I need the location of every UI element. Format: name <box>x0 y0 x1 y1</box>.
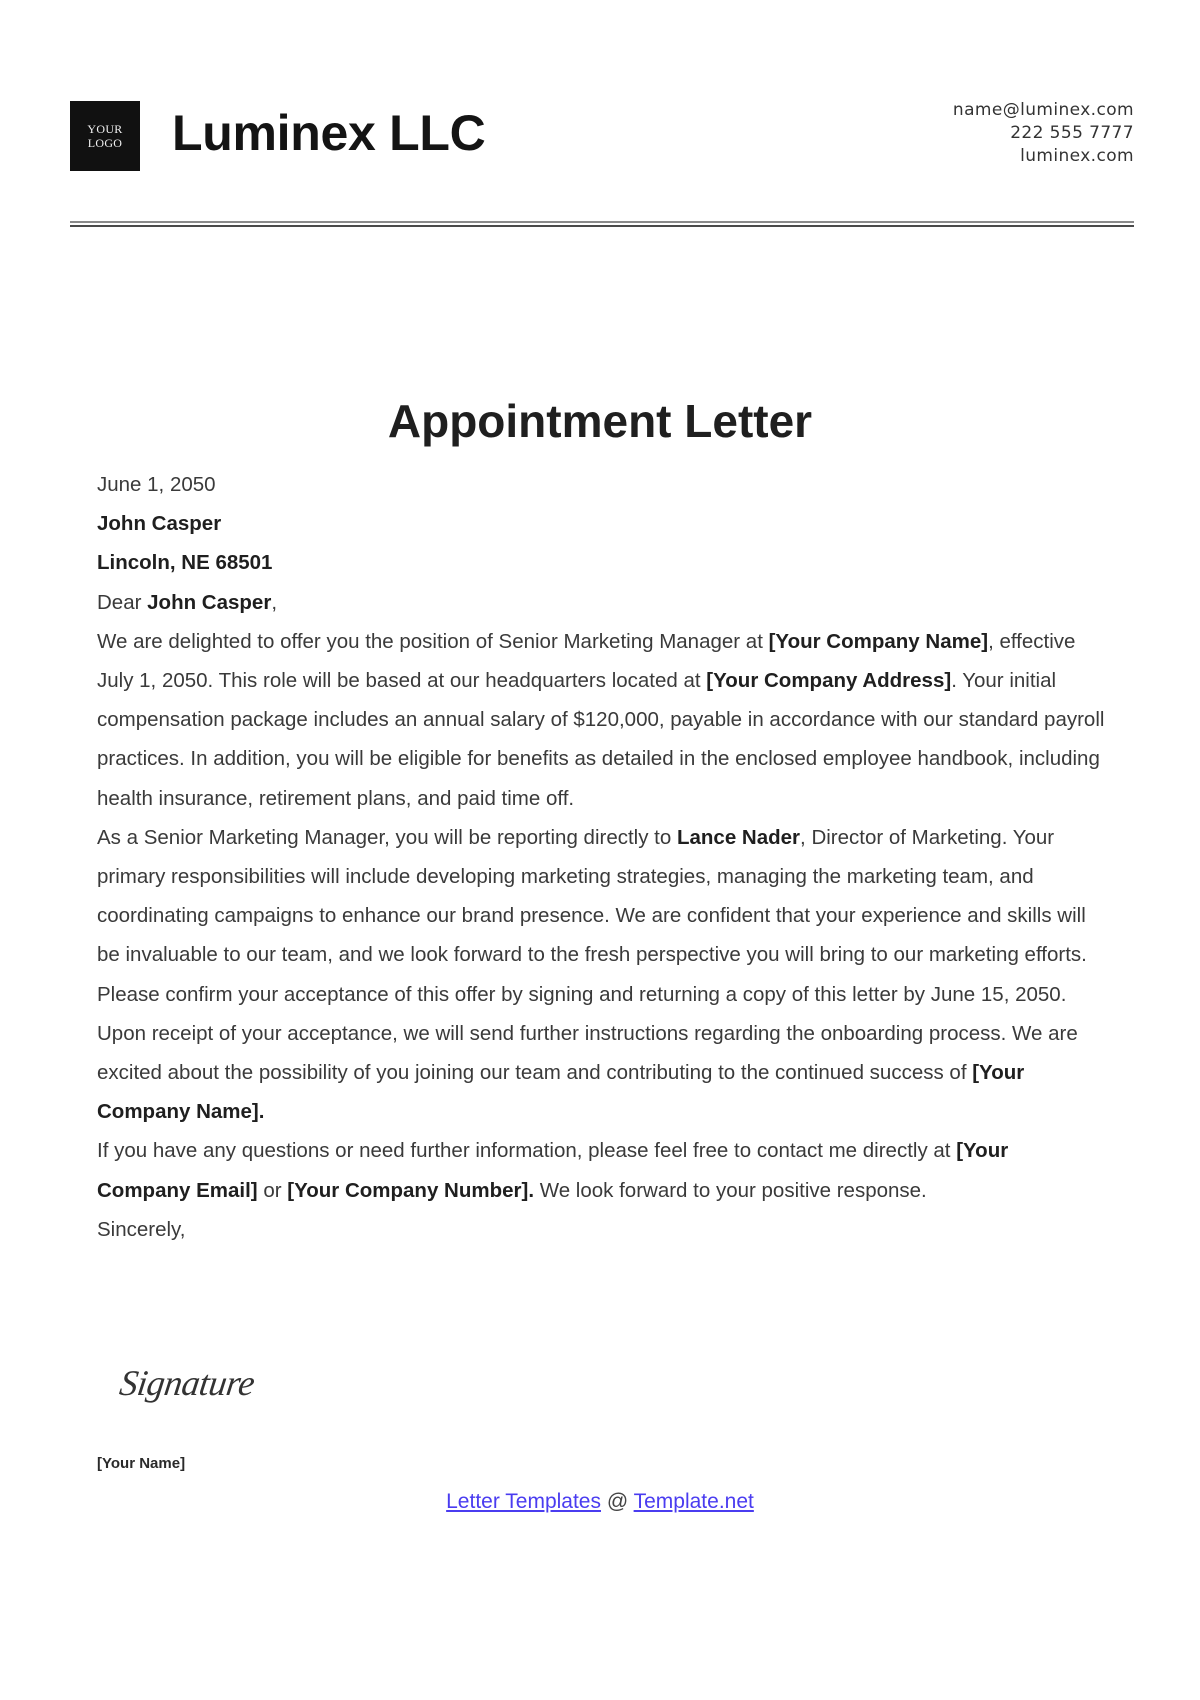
text-segment: We are delighted to offer you the position of Senior Marketing Manager at <box>97 629 769 653</box>
placeholder-company-address: [Your Company Address] <box>706 669 952 693</box>
contact-block <box>953 99 1134 168</box>
logo-text-line-1: YOUR <box>87 122 123 136</box>
text-segment: We look forward to your positive response. <box>534 1178 927 1202</box>
template-net-link[interactable]: Template.net <box>633 1490 754 1513</box>
manager-name: Lance Nader <box>676 825 801 849</box>
paragraph-contact <box>97 1131 1107 1209</box>
placeholder-company-name: [Your Company Name] <box>768 629 989 653</box>
salutation <box>97 583 1107 622</box>
contact-website: luminex.com <box>1020 146 1134 166</box>
text-segment: As a Senior Marketing Manager, you will be reporting directly to <box>97 825 677 849</box>
recipient-name <box>97 504 1107 543</box>
logo-text-line-2: LOGO <box>87 136 123 150</box>
text-segment: , Director of Marketing. Your primary responsibilities will include developing marketing strategies, managing the marketing team, and coordinating campaigns to enhance our brand presence. We are confident that your experience and skills will be invaluable to our team, and we look forward to the fresh perspective you will bring to our marketing efforts. <box>97 825 1087 967</box>
recipient-address-text: Lincoln, NE 68501 <box>97 551 273 575</box>
placeholder-company-number: [Your Company Number]. <box>287 1178 535 1202</box>
document-title: Appointment Letter <box>387 395 813 447</box>
signer-name: [Your Name] <box>97 1455 186 1472</box>
placeholder-company-email: [Your Company Email] <box>97 1139 1009 1202</box>
text-segment: . Your initial compensation package includes an annual salary of $120,000, payable in accordance with our standard payroll practices. In addition, you will be eligible for benefits as detailed in the enclosed employee handbook, including health insurance, retirement plans, and paid time off. <box>97 669 1105 810</box>
recipient-name-text: John Casper <box>97 512 222 536</box>
header-divider-top <box>70 221 1134 223</box>
contact-phone: 222 555 7777 <box>1010 123 1134 143</box>
company-logo <box>70 101 140 171</box>
letter-templates-link[interactable]: Letter Templates <box>446 1490 601 1513</box>
contact-email: name@luminex.com <box>952 100 1134 120</box>
paragraph-acceptance <box>97 975 1107 1132</box>
paragraph-responsibilities <box>97 818 1107 975</box>
placeholder-company-name: [Your Company Name]. <box>97 1061 1025 1124</box>
company-name: Luminex LLC <box>172 105 486 161</box>
closing: Sincerely, <box>97 1217 186 1241</box>
salutation-name: John Casper <box>147 590 272 614</box>
salutation-suffix: , <box>271 590 278 614</box>
signature: Signature <box>117 1363 257 1403</box>
recipient-address <box>97 543 1107 582</box>
salutation-prefix: Dear <box>97 590 148 614</box>
paragraph-offer <box>97 622 1107 818</box>
header-divider-bottom <box>70 225 1134 227</box>
text-segment: , effective July 1, 2050. This role will be based at our headquarters located at <box>97 629 1076 693</box>
text-segment: If you have any questions or need further information, please feel free to contact me directly at <box>97 1139 957 1163</box>
letter-body <box>97 465 1107 1249</box>
text-segment: Please confirm your acceptance of this offer by signing and returning a copy of this letter by June 15, 2050. Upon receipt of your acceptance, we will send further instructions regarding the onboarding process. We are excited about the possibility of you joining our team and contributing to the continued success of <box>97 982 1078 1085</box>
text-segment: or <box>257 1178 288 1202</box>
footer-attribution <box>0 1490 1200 1514</box>
footer-separator: @ <box>601 1490 634 1513</box>
letter-date: June 1, 2050 <box>97 473 216 496</box>
